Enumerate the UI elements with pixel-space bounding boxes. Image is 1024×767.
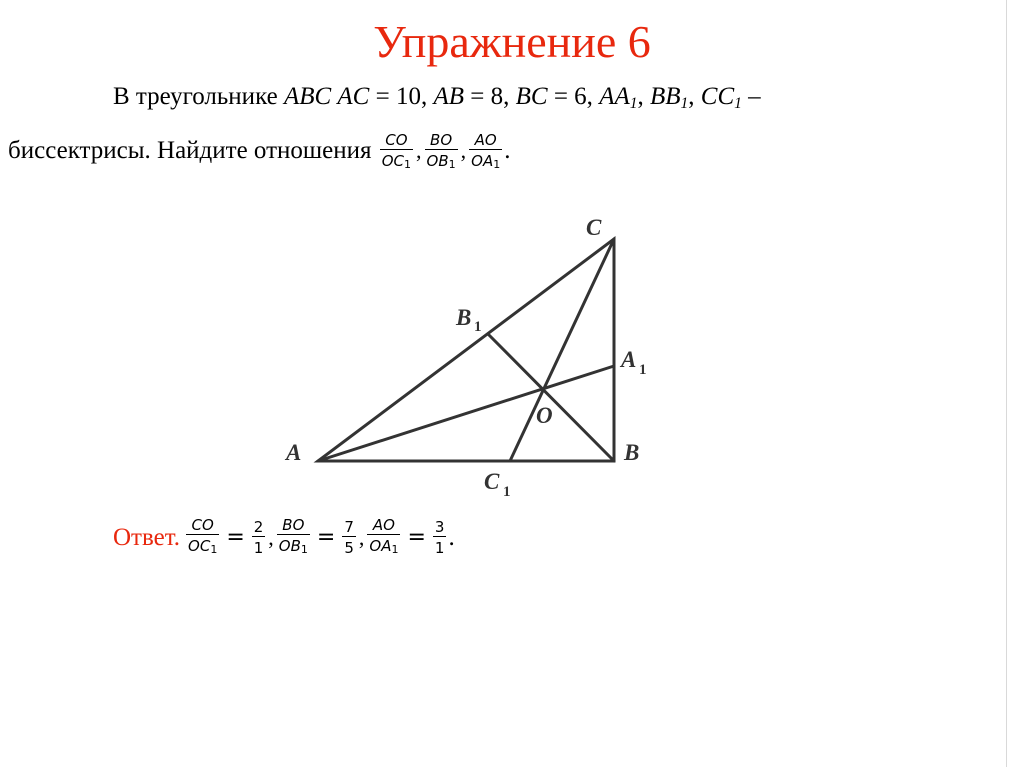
problem-period: .: [504, 137, 511, 165]
problem-task: биссектрисы. Найдите отношения: [8, 137, 372, 165]
answer-fraction-bo-ob1: $\frac{BO}{OB1}$: [277, 516, 310, 559]
bisector-a-a1: [318, 366, 614, 461]
fraction-co-oc1: $\frac{CO}{OC1}$: [380, 131, 413, 174]
answer-line: Ответ. $\frac{CO}{OC1}$ = $\frac{2}{1}$ , $\frac{BO}{OB1}$ = $\frac{7}{5}$ , $\frac{AO}{OA1}$ = $\frac{3}{1}$ .: [113, 516, 455, 557]
point-label-b1: [455, 305, 482, 335]
svg-text:A: A: [621, 347, 637, 372]
svg-text:C: C: [484, 469, 500, 494]
bisector-cc1: $CC_1$: [700, 83, 742, 112]
triangle-name: ABC: [283, 83, 332, 110]
answer-fraction-co-oc1: $\frac{CO}{OC1}$: [186, 516, 219, 559]
answer-fraction-ao-oa1: $\frac{AO}{OA1}$: [367, 516, 400, 559]
side-ab-name: AB: [433, 83, 465, 110]
svg-text:1: 1: [639, 362, 647, 378]
problem-line-1: В треугольнике ABC AC = 10, AB = 8, BC = 6, $AA_1$, $BB_1$, $CC_1$ –: [113, 83, 761, 112]
bisector-c-c1: [510, 239, 614, 461]
vertex-label-a: A: [286, 440, 302, 465]
bisector-aa1: $AA_1$: [599, 83, 638, 112]
fraction-bo-ob1: $\frac{BO}{OB1}$: [425, 131, 458, 174]
slide-title: Упражнение 6: [373, 16, 651, 67]
side-bc-value: = 6,: [547, 83, 600, 110]
answer-period: .: [448, 523, 455, 551]
point-label-o: O: [536, 403, 553, 428]
answer-ratio-2: $\frac{7}{5}$: [344, 518, 354, 557]
answer-ratio-1: $\frac{2}{1}$: [253, 518, 264, 557]
side-ac-name: AC: [337, 83, 370, 110]
bisector-b-b1: [488, 334, 614, 461]
answer-label: Ответ.: [113, 523, 181, 551]
answer-ratio-3: $\frac{3}{1}$: [434, 518, 445, 557]
svg-text:1: 1: [503, 484, 511, 500]
slide-border: [1006, 0, 1007, 767]
problem-line-2: биссектрисы. Найдите отношения $\frac{CO}{OC1}$ , $\frac{BO}{OB1}$ , $\frac{AO}{OA1}$ .: [8, 131, 510, 174]
side-ab-value: = 8,: [464, 83, 516, 110]
fraction-ao-oa1: $\frac{AO}{OA1}$: [469, 131, 502, 174]
triangle-abc: [318, 239, 614, 461]
svg-text:1: 1: [474, 319, 482, 335]
side-bc-name: BC: [515, 83, 548, 110]
side-ac-value: = 10,: [369, 83, 434, 110]
point-label-c1: [484, 469, 511, 500]
problem-intro: В треугольнике: [113, 83, 278, 110]
vertex-label-c: C: [586, 215, 602, 240]
dash: –: [741, 83, 761, 110]
vertex-label-b: B: [624, 440, 640, 465]
point-label-a1: [619, 347, 647, 378]
svg-text:B: B: [456, 305, 472, 330]
triangle-figure: [270, 205, 670, 505]
bisector-bb1: $BB_1$: [649, 83, 689, 112]
